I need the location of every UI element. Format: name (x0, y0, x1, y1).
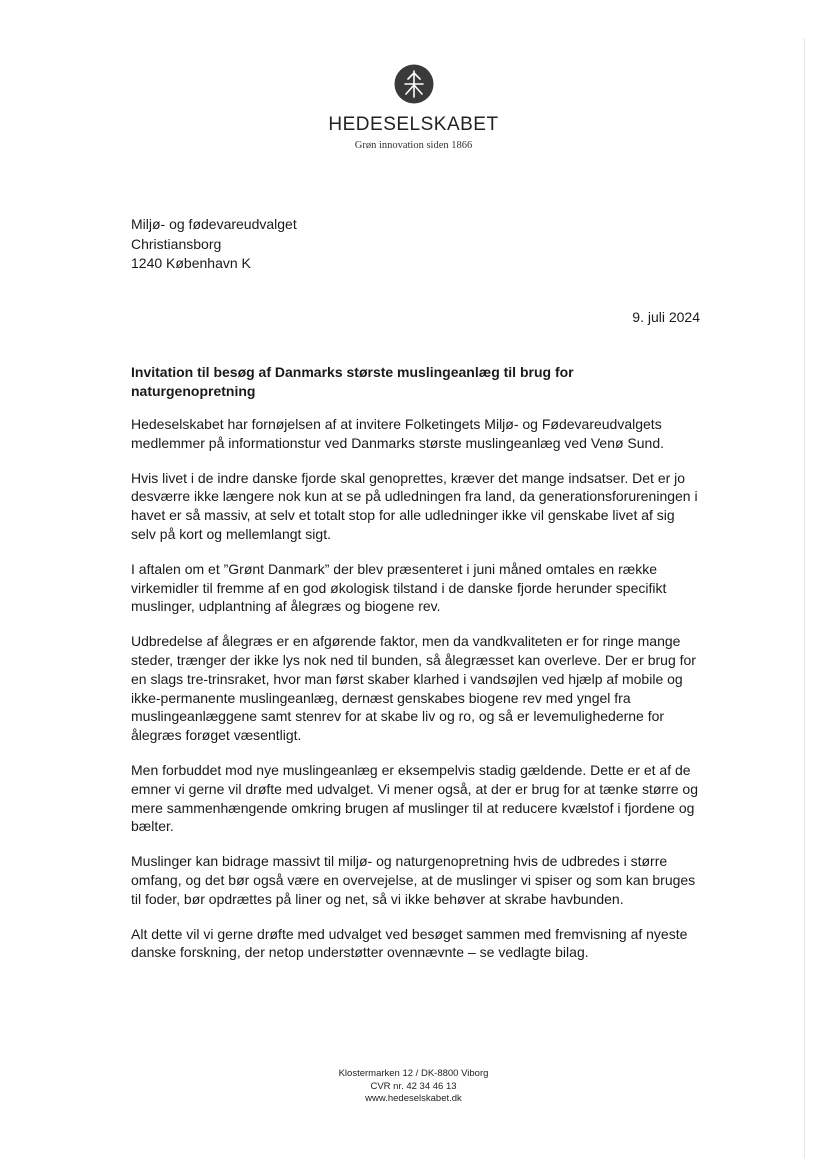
letter-subject: Invitation til besøg af Danmarks største muslingeanlæg til brug for naturgenopretning (131, 364, 574, 399)
page-edge-line (804, 38, 805, 1158)
paragraph-2: Hvis livet i de indre danske fjorde skal genoprettes, kræver det mange indsatser. Det er jo desværre ikke længere nok kun at se på udledningen fra land, da generationsforureningen i havet er så massiv, at selv et totalt stop for alle udledninger ikke vil genskabe livet af sig selv på kort og mellemlangt sigt. (131, 469, 698, 542)
letter-date: 9. juli 2024 (632, 309, 700, 325)
footer-cvr: CVR nr. 42 34 46 13 (370, 1080, 457, 1092)
company-name: HEDESELSKABET (328, 114, 499, 135)
footer-address: Klostermarken 12 / DK-8800 Viborg (338, 1068, 489, 1079)
recipient-line-1: Miljø- og fødevareudvalget (131, 216, 297, 232)
recipient-line-2: Christiansborg (131, 235, 222, 252)
hedeselskabet-tree-emblem-icon (394, 64, 434, 104)
recipient-line-3: 1240 København K (131, 255, 251, 271)
paragraph-3: I aftalen om et ”Grønt Danmark” der blev præsenteret i juni måned omtales en række virkemidler til fremme af en god økologisk tilstand i de danske fjorde herunder specifikt muslinger, udplantning af ålegræs og biogene rev. (131, 560, 667, 615)
paragraph-1: Hedeselskabet har fornøjelsen af at invitere Folketingets Miljø- og Fødevareudvalgets medlemmer på informationstur ved Danmarks største muslingeanlæg ved Venø Sund. (131, 416, 665, 451)
letter-footer (0, 1068, 827, 1106)
paragraph-6: Muslinger kan bidrage massivt til miljø- og naturgenopretning hvis de udbredes i større omfang, og det bør også være en overvejelse, at de muslinger vi spiser og som kan bruges til foder, bør opdrættes på liner og net, så vi ikke behøver at skrabe havbunden. (131, 853, 696, 907)
paragraph-5: Men forbuddet mod nye muslingeanlæg er eksempelvis stadig gældende. Dette er et af de emner vi gerne vil drøfte med udvalget. Vi mener også, at der er brug for at tænke større og mere sammenhængende omkring brugen af muslinger til at reducere kvælstof i fjordene og bælter. (131, 761, 699, 835)
paragraph-4: Udbredelse af ålegræs er en afgørende faktor, men da vandkvaliteten er for ringe mange steder, trænger der ikke lys nok ned til bunden, så ålegræsset kan overleve. Der er brug for en slags tre-trinsraket, hvor man først skaber klarhed i vandsøjlen ved hjælp af mobile og ikke-permanente muslingeanlæg, dernæst genskabes biogene rev med yngel fra muslingeanlæggene samt stenrev for at skabe liv og ro, og så er levemulighederne for ålegræs forøget væsentligt. (131, 633, 696, 744)
company-tagline: Grøn innovation siden 1866 (354, 140, 473, 151)
recipient-address (131, 215, 297, 274)
letterhead (0, 64, 827, 151)
footer-website: www.hedeselskabet.dk (365, 1093, 462, 1104)
paragraph-7: Alt dette vil vi gerne drøfte med udvalget ved besøget sammen med fremvisning af nyeste danske forskning, der netop understøtter ovennævnte – se vedlagte bilag. (131, 925, 688, 961)
letter-body (131, 363, 701, 978)
